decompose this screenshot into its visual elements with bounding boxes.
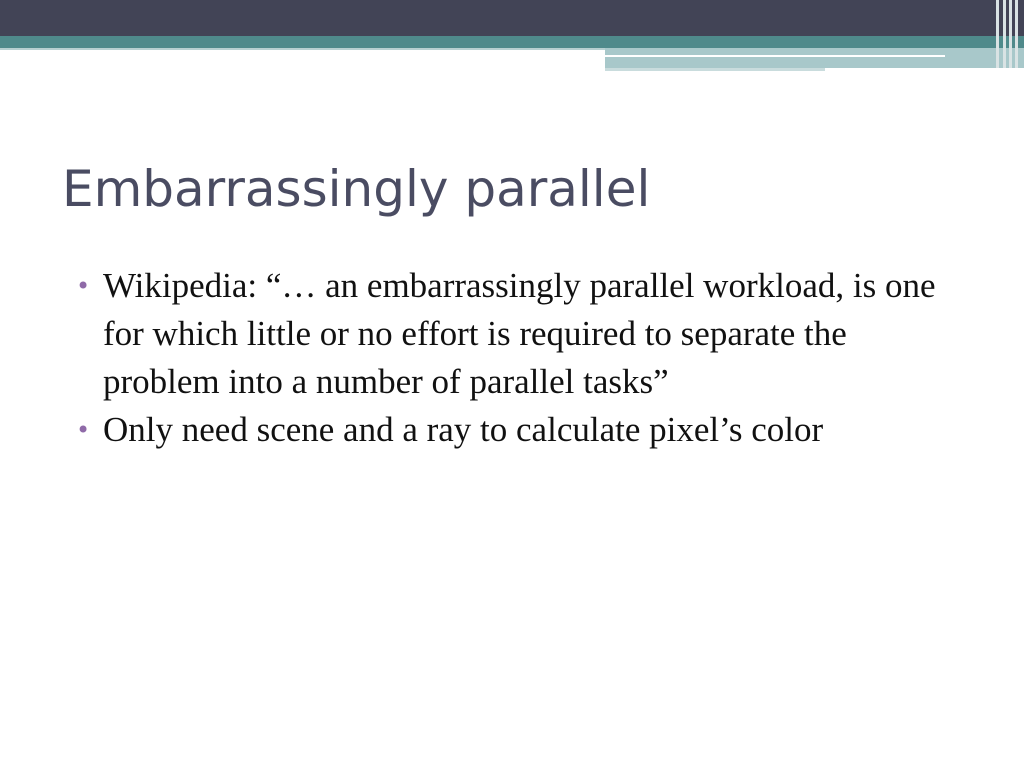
slide-title: Embarrassingly parallel — [62, 160, 651, 218]
bullet-text: Wikipedia: “… an embarrassingly parallel workload, is one for which little or no effort is required to separate the problem into a number of parallel tasks” — [103, 266, 936, 401]
header-rule-left — [0, 48, 605, 50]
bullet-text: Only need scene and a ray to calculate pixel’s color — [103, 410, 824, 449]
header-rule-right — [605, 55, 945, 57]
bullet-item — [76, 406, 956, 454]
bullet-dot-icon: • — [76, 416, 91, 444]
header-rule-shadow — [605, 68, 825, 71]
bullet-item — [76, 262, 956, 406]
bullet-dot-icon: • — [76, 272, 91, 300]
header-band-right — [605, 48, 1024, 68]
header-band-teal — [0, 36, 1024, 48]
header-band-dark — [0, 0, 1024, 36]
bullet-list — [76, 262, 956, 454]
header-corner-stripes — [994, 0, 1024, 68]
